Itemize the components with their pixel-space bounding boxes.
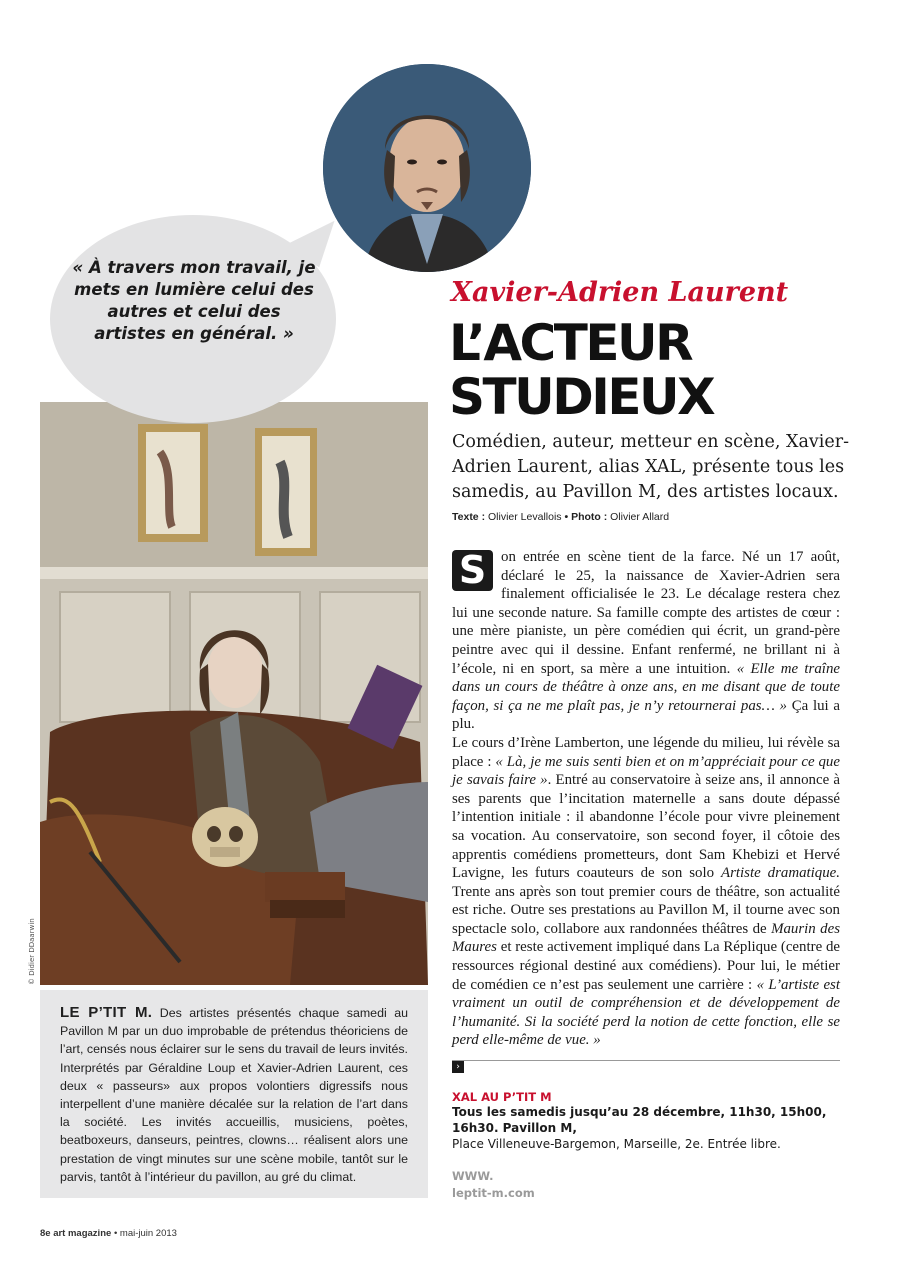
paragraph-text: et reste activement impliqué dans La Réplique (centre de ressources régional destiné aux comédiens). Pour lui, le métier de comédien ce n’est pas seulement une carrière : [452, 939, 840, 993]
magazine-name: 8e art magazine [40, 1228, 112, 1239]
inline-quote: « Là, je me suis senti bien et on m’appréciait pour ce que je savais faire » [452, 753, 840, 789]
kicker-name: Xavier-Adrien Laurent [451, 277, 789, 308]
divider [452, 1060, 840, 1061]
website-link[interactable] [452, 1168, 535, 1202]
pull-quote: « À travers mon travail, je mets en lumière celui des autres et celui des artistes en général. » [72, 258, 316, 343]
issue-date: mai-juin 2013 [119, 1228, 177, 1239]
paragraph-text: Le cours d’Irène Lamberton, une légende du milieu, lui révèle sa place : [452, 734, 840, 770]
page-footer [40, 1228, 177, 1239]
caption-box [40, 990, 428, 1198]
article-title [449, 316, 869, 424]
article-paragraph [452, 734, 840, 1050]
standfirst: Comédien, auteur, metteur en scène, Xavier-Adrien Laurent, alias XAL, présente tous les samedis, au Pavillon M, des artistes locaux. [452, 432, 850, 502]
paragraph-text: on entrée en scène tient de la farce. Né un 17 août, déclaré le 25, la naissance de Xavier-Adrien sera finalement officialisée le 23. Le décalage restera chez lui une seconde nature. Sa famille compte des artistes de cœur : une mère pianiste, un père comédien qui écrit, un grand-père peintre avec qui il dessine. Enfant renfermé, ne brillant ni à l’école, ni en sport, sa mère a une intuition. [452, 549, 840, 677]
inline-quote: « L’artiste est vraiment un outil de compréhension et de développement de l’humanité. Si la société perd la notion de cette fonction, elle se perd elle-même de vue. » [452, 976, 840, 1049]
footer-separator: • [113, 1228, 118, 1239]
show-title: Artiste dramatique. [720, 865, 841, 882]
paragraph-text: Trente ans après son tout premier cours de théâtre, son actualité est riche. Outre ses prestations au Pavillon M, il tourne avec son spectacle solo, collabore aux randonnées théâtres de [452, 883, 840, 937]
caption-text: Des artistes présentés chaque samedi au Pavillon M par un duo improbable de prétendus théoriciens de l’art, censés nous éclairer sur le sens du travail de leurs invités. Interprétés par Géraldine Loup et Xavier-Adrien Laurent, ces deux « passeurs» aux propos volontiers digressifs nous interpellent d’une manière décalée sur la relation de l’art dans la société. Les invités accueillis, musiciens, poètes, beatboxeurs, danseurs, peintres, clowns… réalisent alors une prestation de vingt minutes sur une scène mobile, tantôt sur le parvis, tantôt à l’intérieur du pavillon, au gré du climat. [60, 1006, 408, 1184]
dropcap: S [452, 550, 493, 591]
portrait-photo [323, 64, 531, 272]
chevron-right-icon: › [452, 1061, 464, 1073]
info-title: XAL AU P’TIT M [452, 1090, 552, 1104]
paragraph-text: Ça lui a plu. [452, 697, 840, 733]
title-line-2: STUDIEUX [449, 368, 714, 426]
photo-author: Olivier Allard [610, 511, 670, 523]
photo-credit: © Didier DDaarwin [28, 918, 36, 985]
text-author: Olivier Levallois [488, 511, 562, 523]
article-body [452, 548, 840, 1050]
website-prefix: WWW. [452, 1169, 494, 1183]
show-title: Maurin des Maures [452, 920, 840, 956]
website-domain: leptit-m.com [452, 1186, 535, 1200]
inline-quote: « Elle me traîne dans un cours de théâtre à onze ans, en me disant que de toute façon, si ça ne me plaît pas, je n’y retournerai pas… » [452, 660, 840, 714]
photo-label: Photo : [571, 511, 608, 523]
credits [452, 511, 850, 523]
title-line-1: L’ACTEUR [449, 314, 692, 372]
main-photo [40, 402, 428, 985]
caption-lead: LE P’TIT M. [60, 1004, 153, 1021]
text-label: Texte : [452, 511, 486, 523]
info-address: Place Villeneuve-Bargemon, Marseille, 2e. Entrée libre. [452, 1137, 781, 1151]
credit-separator: • [564, 511, 569, 523]
paragraph-text: . Entré au conservatoire à seize ans, il annonce à ses parents que l’incitation maternelle a sans doute dépassé l’intention initiale : il abandonne l’école pour vivre pleinement sa vocation. Au conservatoire, son second foyer, il côtoie des apprentis comédiens prometteurs, dont Sam Khebizi et Hervé Lavigne, les futurs coauteurs de son solo [452, 772, 840, 882]
article-paragraph [452, 548, 840, 734]
info-schedule: Tous les samedis jusqu’au 28 décembre, 11h30, 15h00, 16h30. Pavillon M, [452, 1105, 827, 1135]
